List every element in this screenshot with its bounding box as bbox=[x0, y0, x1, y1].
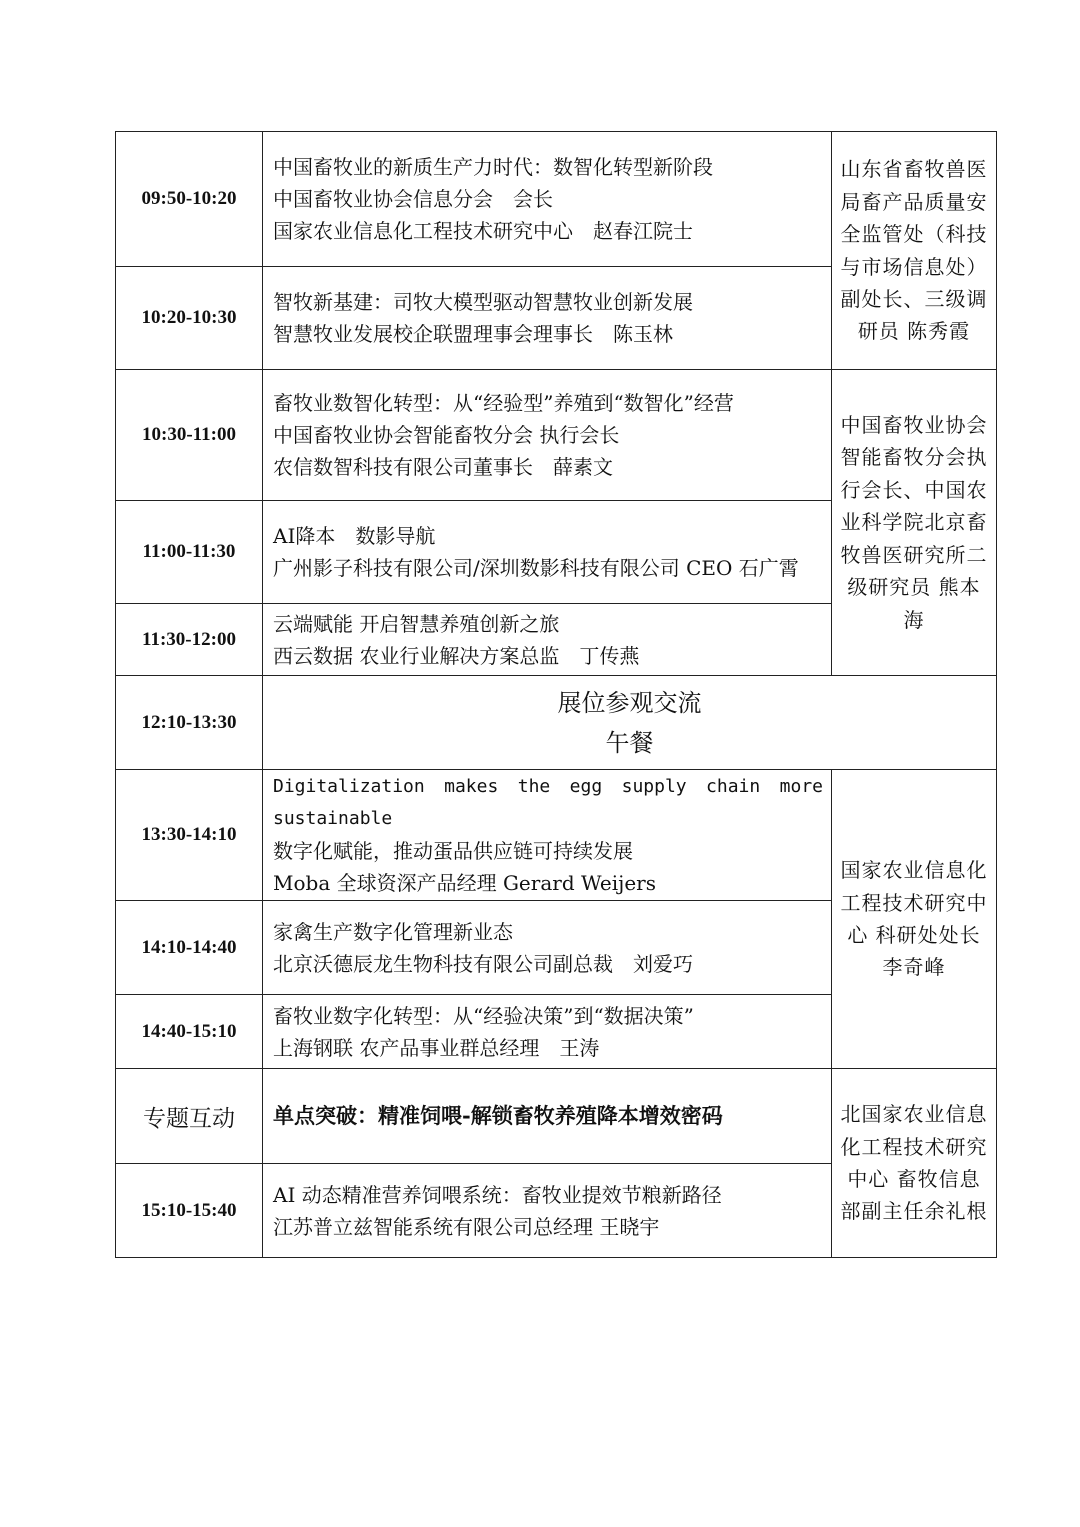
schedule-table bbox=[115, 131, 997, 1258]
host-text: 中国畜牧业协会智能畜牧分会执行会长、中国农业科学院北京畜牧兽医研究所二级研究员 熊本海 bbox=[840, 413, 988, 632]
topic-title: 畜牧业数字化转型：从“经验决策”到“数据决策” bbox=[273, 1003, 694, 1028]
host-cell bbox=[832, 770, 997, 1069]
section-topic-cell bbox=[263, 1069, 832, 1164]
topic-cell bbox=[263, 770, 832, 901]
speaker-name: 上海钢联 农产品事业群总经理 王涛 bbox=[273, 1035, 600, 1060]
host-cell bbox=[832, 1069, 997, 1258]
host-cell bbox=[832, 132, 997, 370]
topic-cell bbox=[263, 604, 832, 676]
break-title: 展位参观交流 bbox=[557, 688, 702, 717]
time-cell: 11:30-12:00 bbox=[116, 604, 263, 676]
host-text: 国家农业信息化工程技术研究中心 科研处处长李奇峰 bbox=[840, 858, 988, 980]
break-cell bbox=[263, 676, 997, 770]
table-row bbox=[116, 370, 997, 501]
time-cell: 11:00-11:30 bbox=[116, 501, 263, 604]
host-text: 北国家农业信息化工程技术研究中心 畜牧信息部副主任余礼根 bbox=[840, 1102, 988, 1224]
topic-cell bbox=[263, 267, 832, 370]
time-cell: 13:30-14:10 bbox=[116, 770, 263, 901]
time-cell: 09:50-10:20 bbox=[116, 132, 263, 267]
speaker-name: 农信数智科技有限公司董事长 薛素文 bbox=[273, 455, 613, 479]
time-cell: 15:10-15:40 bbox=[116, 1164, 263, 1258]
time-cell: 12:10-13:30 bbox=[116, 676, 263, 770]
table-row bbox=[116, 132, 997, 267]
topic-cell bbox=[263, 370, 832, 501]
time-cell: 10:20-10:30 bbox=[116, 267, 263, 370]
speaker-name: 西云数据 农业行业解决方案总监 丁传燕 bbox=[273, 643, 640, 668]
section-label: 专题互动 bbox=[116, 1069, 263, 1164]
topic-cell bbox=[263, 901, 832, 995]
topic-title: 畜牧业数智化转型：从“经验型”养殖到“数智化”经营 bbox=[273, 391, 734, 415]
topic-title-en: Digitalization makes the egg supply chain more sustainable bbox=[273, 776, 823, 829]
topic-cell bbox=[263, 995, 832, 1069]
time-cell: 14:40-15:10 bbox=[116, 995, 263, 1069]
host-text: 山东省畜牧兽医局畜产品质量安全监管处（科技与市场信息处）副处长、三级调研员 陈秀霞 bbox=[840, 157, 988, 344]
table-row bbox=[116, 1069, 997, 1164]
table-row bbox=[116, 770, 997, 901]
topic-title: 家禽生产数字化管理新业态 bbox=[273, 919, 513, 944]
topic-title: AI 动态精准营养饲喂系统：畜牧业提效节粮新路径 bbox=[273, 1182, 722, 1207]
speaker-name: 江苏普立兹智能系统有限公司总经理 王晓宇 bbox=[273, 1214, 660, 1239]
topic-title-zh: 数字化赋能，推动蛋品供应链可持续发展 bbox=[273, 839, 633, 863]
topic-title: 智牧新基建：司牧大模型驱动智慧牧业创新发展 bbox=[273, 290, 693, 314]
topic-cell bbox=[263, 132, 832, 267]
speaker-name: 国家农业信息化工程技术研究中心 赵春江院士 bbox=[273, 219, 693, 243]
speaker-name: 智慧牧业发展校企联盟理事会理事长 陈玉林 bbox=[273, 322, 673, 346]
time-cell: 10:30-11:00 bbox=[116, 370, 263, 501]
topic-cell bbox=[263, 1164, 832, 1258]
table-row bbox=[116, 676, 997, 770]
topic-cell bbox=[263, 501, 832, 604]
lunch-label: 午餐 bbox=[605, 728, 654, 757]
speaker-role: 中国畜牧业协会信息分会 会长 bbox=[273, 187, 553, 211]
section-topic: 单点突破：精准饲喂-解锁畜牧养殖降本增效密码 bbox=[273, 1103, 723, 1128]
topic-title: 中国畜牧业的新质生产力时代：数智化转型新阶段 bbox=[273, 155, 713, 179]
speaker-name: 广州影子科技有限公司/深圳数影科技有限公司 CEO 石广霄 bbox=[273, 556, 799, 580]
speaker-name: 北京沃德辰龙生物科技有限公司副总裁 刘爱巧 bbox=[273, 951, 693, 976]
topic-title: AI降本 数影导航 bbox=[273, 524, 436, 548]
speaker-name: Moba 全球资深产品经理 Gerard Weijers bbox=[273, 871, 656, 895]
time-cell: 14:10-14:40 bbox=[116, 901, 263, 995]
host-cell bbox=[832, 370, 997, 676]
speaker-role: 中国畜牧业协会智能畜牧分会 执行会长 bbox=[273, 423, 620, 447]
topic-title: 云端赋能 开启智慧养殖创新之旅 bbox=[273, 611, 560, 636]
